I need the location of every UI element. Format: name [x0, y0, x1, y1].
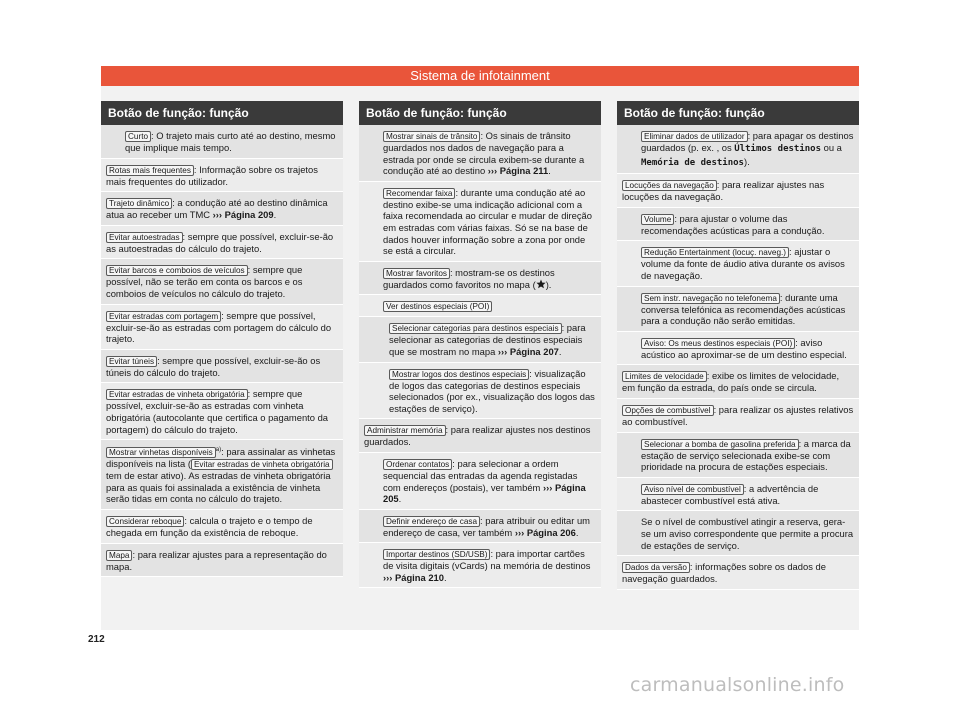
table-row	[617, 174, 859, 208]
column-heading: Botão de função: função	[359, 101, 601, 125]
row-text: : sempre que possível, excluir-se-ão as autoestradas do cálculo do trajeto.	[106, 230, 334, 254]
function-button-label: Sem instr. navegação no telefonema	[641, 293, 780, 304]
function-button-label: Selecionar categorias para destinos especiais	[389, 323, 562, 334]
row-text: : informações sobre os dados de navegação guardados.	[622, 561, 826, 585]
row-text: ou a	[821, 142, 842, 153]
table-row	[359, 453, 601, 510]
table-row	[101, 440, 343, 510]
function-button-label: Definir endereço de casa	[383, 516, 480, 527]
table-column-1	[101, 101, 343, 577]
row-text: : mostram-se os destinos guardados como favoritos no mapa (	[383, 266, 555, 290]
row-text: : para realizar ajustes para a representação do mapa.	[106, 548, 327, 572]
watermark: carmanualsonline.info	[630, 674, 845, 696]
table-row	[617, 556, 859, 590]
function-button-label: Mostrar vinhetas disponíveis	[106, 447, 216, 458]
row-text: : visualização de logos das categorias de destinos especiais selecionados (por ex., visualização dos logos das estações de serviço).	[389, 367, 595, 414]
function-button-label: Evitar estradas de vinheta obrigatória	[106, 389, 248, 400]
menu-item-name: Memória de destinos	[641, 157, 744, 168]
table-row	[101, 125, 343, 159]
function-button-label: Considerar reboque	[106, 516, 184, 527]
table-row	[359, 182, 601, 262]
column-heading: Botão de função: função	[101, 101, 343, 125]
row-text: : para ajustar o volume das recomendações acústicas para a condução.	[641, 212, 825, 236]
row-text: .	[558, 345, 562, 357]
row-text: : sempre que possível, excluir-se-ão as estradas com portagem do cálculo do trajeto.	[106, 309, 332, 345]
row-text: : O trajeto mais curto até ao destino, mesmo que implique mais tempo.	[125, 130, 336, 153]
function-button-label: Administrar memória	[364, 425, 446, 436]
star-icon	[536, 279, 546, 289]
table-column-2	[359, 101, 601, 588]
row-text: : sempre que possível, excluir-se-ão as estradas com vinheta obrigatória (autocolante que certifica o pagamento da portagem) do cálculo do trajeto.	[106, 388, 329, 435]
footnote-marker: a)	[215, 447, 222, 454]
function-button-label: Dados da versão	[622, 562, 690, 573]
table-row	[101, 510, 343, 544]
table-row	[359, 125, 601, 182]
table-row	[617, 241, 859, 286]
table-row	[359, 543, 601, 588]
table-row	[359, 510, 601, 544]
table-row	[101, 383, 343, 440]
table-row	[101, 259, 343, 304]
function-button-label: Aviso nível de combustível	[641, 484, 744, 495]
row-text: : calcula o trajeto e o tempo de chegada em função da existência de reboque.	[106, 515, 313, 539]
row-text: ).	[545, 278, 552, 290]
table-row	[617, 332, 859, 366]
table-row	[617, 399, 859, 433]
table-row	[101, 350, 343, 384]
menu-item-name: Últimos destinos	[734, 144, 821, 154]
table-row	[359, 363, 601, 420]
table-row	[101, 192, 343, 226]
function-button-label: Limites de velocidade	[622, 371, 707, 382]
function-button-label: Recomendar faixa	[383, 188, 455, 199]
page-reference: ››› Página 205	[383, 481, 586, 505]
table-row	[617, 287, 859, 332]
table-row	[101, 226, 343, 260]
row-text: .	[443, 571, 447, 583]
row-text: : durante uma condução até ao destino exibe-se uma indicação adicional com a faixa recomendada ao circular e mudar de direção em estradas com várias faixas. Só se na base de dados houver informação sobre a zona por onde se está a circular.	[383, 186, 592, 257]
function-button-label: Volume	[641, 214, 674, 225]
function-button-label: Redução Entertainment (locuç. naveg.)	[641, 247, 789, 258]
row-text: : a marca da estação de serviço selecionada exibe-se com prioridade na procura de estações especiais.	[641, 437, 851, 473]
function-button-label: Curto	[125, 131, 151, 142]
row-text: : ajustar o volume da fonte de áudio ativa durante os avisos de navegação.	[641, 246, 845, 281]
row-text: : exibe os limites de velocidade, em função da estrada, do país onde se circula.	[622, 370, 840, 394]
function-button-label: Evitar autoestradas	[106, 232, 183, 243]
table-row	[359, 317, 601, 362]
function-button-label: Mostrar logos dos destinos especiais	[389, 369, 529, 380]
table-row	[101, 544, 343, 578]
row-text: : para atribuir ou editar um endereço de casa, ver também	[383, 514, 590, 538]
row-text: : para selecionar as categorias de destinos especiais que se mostram no mapa	[389, 322, 586, 357]
table-body	[617, 125, 859, 590]
function-button-label: Trajeto dinâmico	[106, 198, 172, 209]
row-text: : para realizar ajustes nos destinos guardados.	[364, 424, 591, 448]
row-text: .	[575, 526, 579, 538]
row-text: : a advertência de abastecer combustível está ativa.	[641, 482, 819, 506]
function-button-label: Selecionar a bomba de gasolina preferida	[641, 439, 799, 450]
function-button-label: Eliminar dados de utilizador	[641, 131, 748, 142]
row-text: : para realizar os ajustes relativos ao combustível.	[622, 403, 854, 427]
page-reference: ››› Página 209	[212, 209, 274, 221]
table-body	[101, 125, 343, 577]
row-text: : aviso acústico ao aproximar-se de um destino especial.	[641, 336, 847, 360]
function-button-label: Mapa	[106, 550, 132, 561]
function-button-label: Ver destinos especiais (POI)	[383, 301, 492, 312]
page-reference: ››› Página 206	[514, 526, 576, 538]
row-text: ).	[743, 155, 750, 167]
row-text: : para apagar os destinos guardados (p. ex. , os	[641, 130, 854, 153]
row-text: Se o nível de combustível atingir a reserva, gera-se um aviso correspondente que permite a procura de estações de serviço.	[641, 516, 854, 551]
function-button-label: Evitar túneis	[106, 356, 157, 367]
page-reference: ››› Página 211	[487, 165, 549, 177]
table-body	[359, 125, 601, 588]
function-button-label: Aviso: Os meus destinos especiais (POI)	[641, 338, 795, 349]
page-reference: ››› Página 210	[383, 571, 444, 583]
row-text: : a condução até ao destino dinâmica atua ao receber um TMC	[106, 197, 328, 221]
column-heading: Botão de função: função	[617, 101, 859, 125]
table-row	[359, 419, 601, 453]
chapter-header	[101, 66, 859, 86]
function-button-label: Evitar barcos e comboios de veículos	[106, 265, 248, 276]
function-button-label: Locuções da navegação	[622, 180, 717, 191]
row-text: : Informação sobre os trajetos mais frequentes do utilizador.	[106, 163, 318, 187]
row-text: : sempre que possível, não se terão em conta os barcos e os comboios de veículos no cálculo do trajeto.	[106, 264, 303, 299]
row-text: : durante uma conversa telefónica as recomendações acústicas para a condução não serão emitidas.	[641, 291, 846, 327]
row-text: tem de estar ativo). As estradas de vinheta obrigatória para as quais foi assinalada a existência de vinheta serão tidas em conta no cálculo do trajeto.	[106, 470, 331, 505]
function-button-label: Mostrar sinais de trânsito	[383, 131, 480, 142]
row-text: : para assinalar as vinhetas disponíveis na lista (	[106, 446, 336, 470]
page-number: 212	[88, 634, 105, 645]
row-text: .	[273, 209, 277, 221]
row-text: .	[398, 493, 402, 505]
function-button-label: Opções de combustível	[622, 405, 714, 416]
table-row	[359, 262, 601, 296]
row-text: : Os sinais de trânsito guardados nos dados de navegação para a estrada por onde se circula exibem-se durante a condução até ao destino	[383, 130, 585, 177]
table-row	[617, 365, 859, 399]
function-button-label: Evitar estradas com portagem	[106, 311, 221, 322]
function-button-label: Evitar estradas de vinheta obrigatória	[191, 459, 333, 470]
function-button-label: Ordenar contatos	[383, 459, 452, 470]
row-text: : sempre que possível, excluir-se-ão os túneis do cálculo do trajeto.	[106, 354, 321, 378]
page-reference: ››› Página 207	[497, 345, 559, 357]
function-button-label: Importar destinos (SD/USB)	[383, 549, 490, 560]
row-text: : para realizar ajustes nas locuções da navegação.	[622, 179, 825, 203]
function-button-label: Rotas mais frequentes	[106, 165, 194, 176]
table-row	[617, 208, 859, 242]
table-row	[617, 511, 859, 556]
table-row	[617, 125, 859, 174]
table-row	[101, 305, 343, 350]
table-row	[101, 159, 343, 193]
row-text: .	[548, 165, 551, 177]
table-row	[617, 478, 859, 512]
row-text: : para importar cartões de visita digitais (vCards) na memória de destinos	[383, 548, 591, 572]
table-row	[617, 433, 859, 478]
chapter-title: Sistema de infotainment	[410, 68, 550, 83]
row-text: : para selecionar a ordem sequencial das entradas da agenda registadas com endereços (postais), ver também	[383, 457, 578, 493]
table-row	[359, 295, 601, 317]
function-button-label: Mostrar favoritos	[383, 268, 450, 279]
table-column-3	[617, 101, 859, 590]
